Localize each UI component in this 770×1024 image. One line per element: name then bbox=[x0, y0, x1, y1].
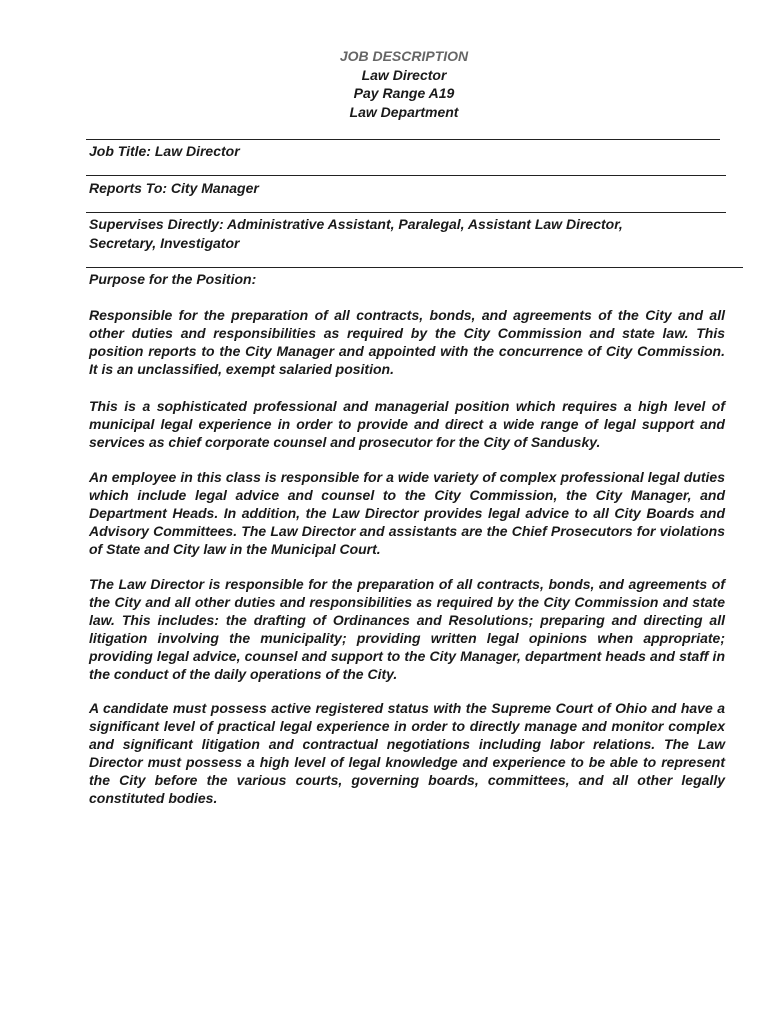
divider-rule bbox=[86, 175, 726, 176]
job-title-field: Job Title: Law Director bbox=[89, 143, 240, 159]
divider-rule bbox=[86, 267, 743, 268]
divider-rule bbox=[86, 139, 720, 140]
purpose-paragraph: The Law Director is responsible for the preparation of all contracts, bonds, and agreements of the City and all other duties and responsibilities as required by the City Commission and state law. This includes: the drafting of Ordinances and Resolutions; preparing and directing all litigation involving the municipality; providing written legal opinions when appropriate; providing legal advice, counsel and support to the City Manager, department heads and staff in the conduct of the daily operations of the City. bbox=[89, 576, 725, 682]
purpose-paragraph: A candidate must possess active registered status with the Supreme Court of Ohio and have a significant level of practical legal experience in order to directly manage and monitor complex and significant litigation and contractual negotiations including labor relations. The Law Director must possess a high level of legal knowledge and experience to be able to represent the City before the various courts, governing boards, committees, and all other legally constituted bodies. bbox=[89, 700, 725, 806]
purpose-paragraph: This is a sophisticated professional and managerial position which requires a high level of municipal legal experience in order to provide and direct a wide range of legal support and services as chief corporate counsel and prosecutor for the City of Sandusky. bbox=[89, 398, 725, 450]
supervises-field: Supervises Directly: Administrative Assistant, Paralegal, Assistant Law Director, Secretary, Investigator bbox=[89, 216, 623, 251]
purpose-paragraph: An employee in this class is responsible for a wide variety of complex professional legal duties which include legal advice and counsel to the City Commission, the City Manager, and Department Heads. In addition, the Law Director provides legal advice to all City Boards and Advisory Committees. The Law Director and assistants are the Chief Prosecutors for violations of State and City law in the Municipal Court. bbox=[89, 469, 725, 557]
purpose-heading: Purpose for the Position: bbox=[89, 271, 257, 287]
divider-rule bbox=[86, 212, 726, 213]
document-type-title: JOB DESCRIPTION bbox=[339, 48, 469, 64]
reports-to-field: Reports To: City Manager bbox=[89, 180, 259, 196]
pay-range: Pay Range A19 bbox=[353, 85, 455, 101]
department-name: Law Department bbox=[349, 103, 459, 120]
position-title: Law Director bbox=[361, 66, 447, 83]
document-header bbox=[0, 47, 770, 121]
purpose-paragraph: Responsible for the preparation of all contracts, bonds, and agreements of the City and all other duties and responsibilities as required by the City Commission and state law. This position reports to the City Manager and appointed with the concurrence of City Commission. It is an unclassified, exempt salaried position. bbox=[89, 307, 725, 377]
